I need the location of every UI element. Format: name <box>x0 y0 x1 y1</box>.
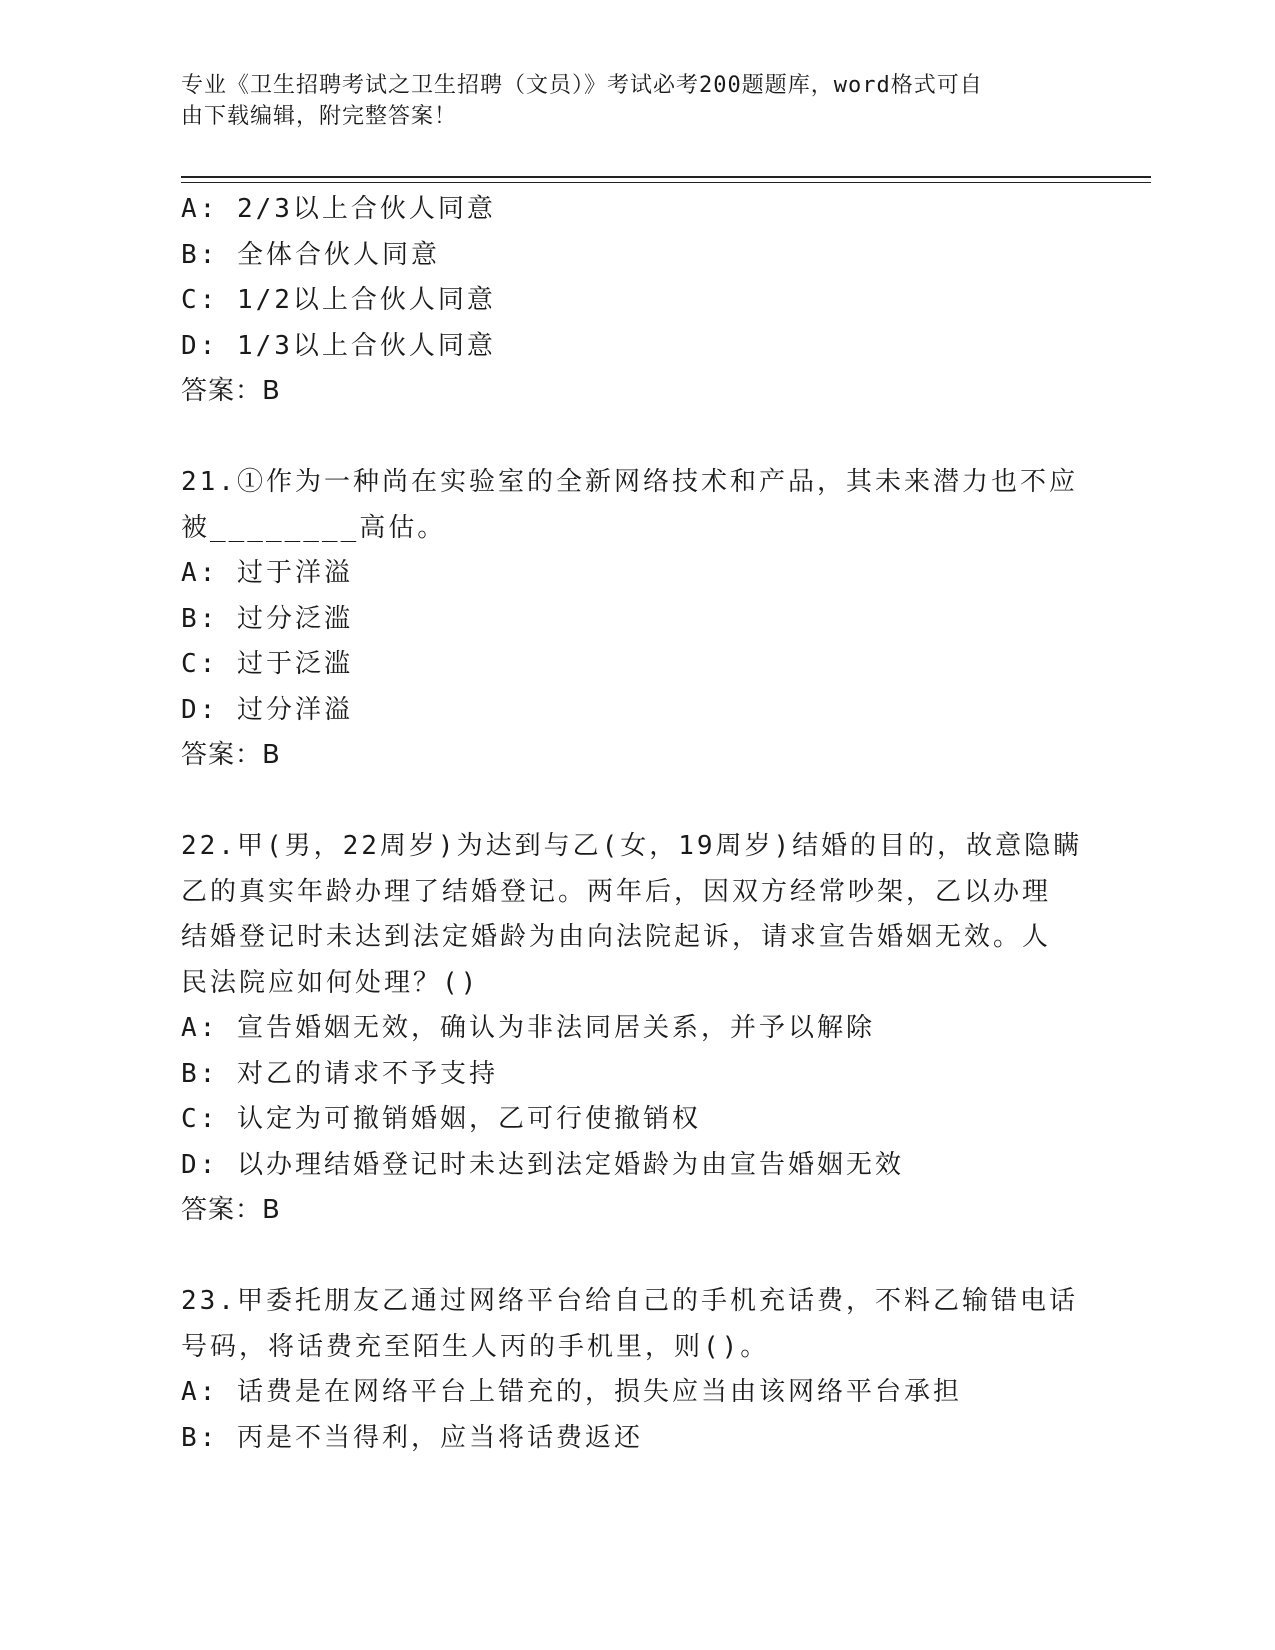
document-body <box>181 187 1083 1461</box>
question-stem-line: 乙的真实年龄办理了结婚登记。两年后，因双方经常吵架，乙以办理 <box>181 876 1052 907</box>
option-c: C: 1/2以上合伙人同意 <box>181 285 496 315</box>
option-b: B: 丙是不当得利，应当将话费返还 <box>181 1422 643 1453</box>
question-stem-line: 结婚登记时未达到法定婚龄为由向法院起诉，请求宣告婚姻无效。人 <box>181 922 1052 952</box>
spacer <box>181 779 1061 825</box>
option-a: A: 宣告婚姻无效，确认为非法同居关系，并予以解除 <box>181 1013 875 1043</box>
option-d: D: 1/3以上合伙人同意 <box>181 330 496 361</box>
answer-line: 答案：B <box>181 740 281 770</box>
question-stem-line: 22.甲(男，22周岁)为达到与乙(女，19周岁)结婚的目的，故意隐瞒 <box>181 831 1083 861</box>
question-stem-line: 23.甲委托朋友乙通过网络平台给自己的手机充话费，不料乙输错电话 <box>181 1286 1078 1316</box>
spacer <box>181 415 1061 461</box>
header-title-line-1: 专业《卫生招聘考试之卫生招聘（文员）》考试必考200题题库，word格式可自 <box>181 73 983 98</box>
option-a: A: 过于洋溢 <box>181 558 353 588</box>
header-title-line-2: 由下载编辑，附完整答案！ <box>181 104 458 129</box>
answer-line: 答案：B <box>181 1195 281 1225</box>
option-a: A: 话费是在网络平台上错充的，损失应当由该网络平台承担 <box>181 1377 962 1407</box>
option-c: C: 过于泛滥 <box>181 649 353 679</box>
question-stem-line: 21.①作为一种尚在实验室的全新网络技术和产品，其未来潜力也不应 <box>181 467 1078 497</box>
header-divider-thick <box>181 176 1151 178</box>
question-stem-line: 号码，将话费充至陌生人丙的手机里，则()。 <box>181 1331 770 1362</box>
option-c: C: 认定为可撤销婚姻，乙可行使撤销权 <box>181 1104 701 1134</box>
question-21 <box>181 460 1078 779</box>
question-22 <box>181 824 1083 1234</box>
question-20 <box>181 187 1061 415</box>
question-stem-line: 被________高估。 <box>181 512 447 543</box>
option-b: B: 过分泛滥 <box>181 603 353 634</box>
question-23 <box>181 1279 1078 1461</box>
header-divider-thin <box>181 182 1151 183</box>
option-b: B: 全体合伙人同意 <box>181 239 440 270</box>
option-b: B: 对乙的请求不予支持 <box>181 1058 498 1089</box>
spacer <box>181 1234 1061 1280</box>
question-stem-line: 民法院应如何处理？() <box>181 967 480 998</box>
answer-line: 答案：B <box>181 376 281 406</box>
option-d: D: 过分洋溢 <box>181 694 353 725</box>
document-header <box>181 70 1041 132</box>
option-d: D: 以办理结婚登记时未达到法定婚龄为由宣告婚姻无效 <box>181 1149 904 1180</box>
option-a: A: 2/3以上合伙人同意 <box>181 194 496 224</box>
